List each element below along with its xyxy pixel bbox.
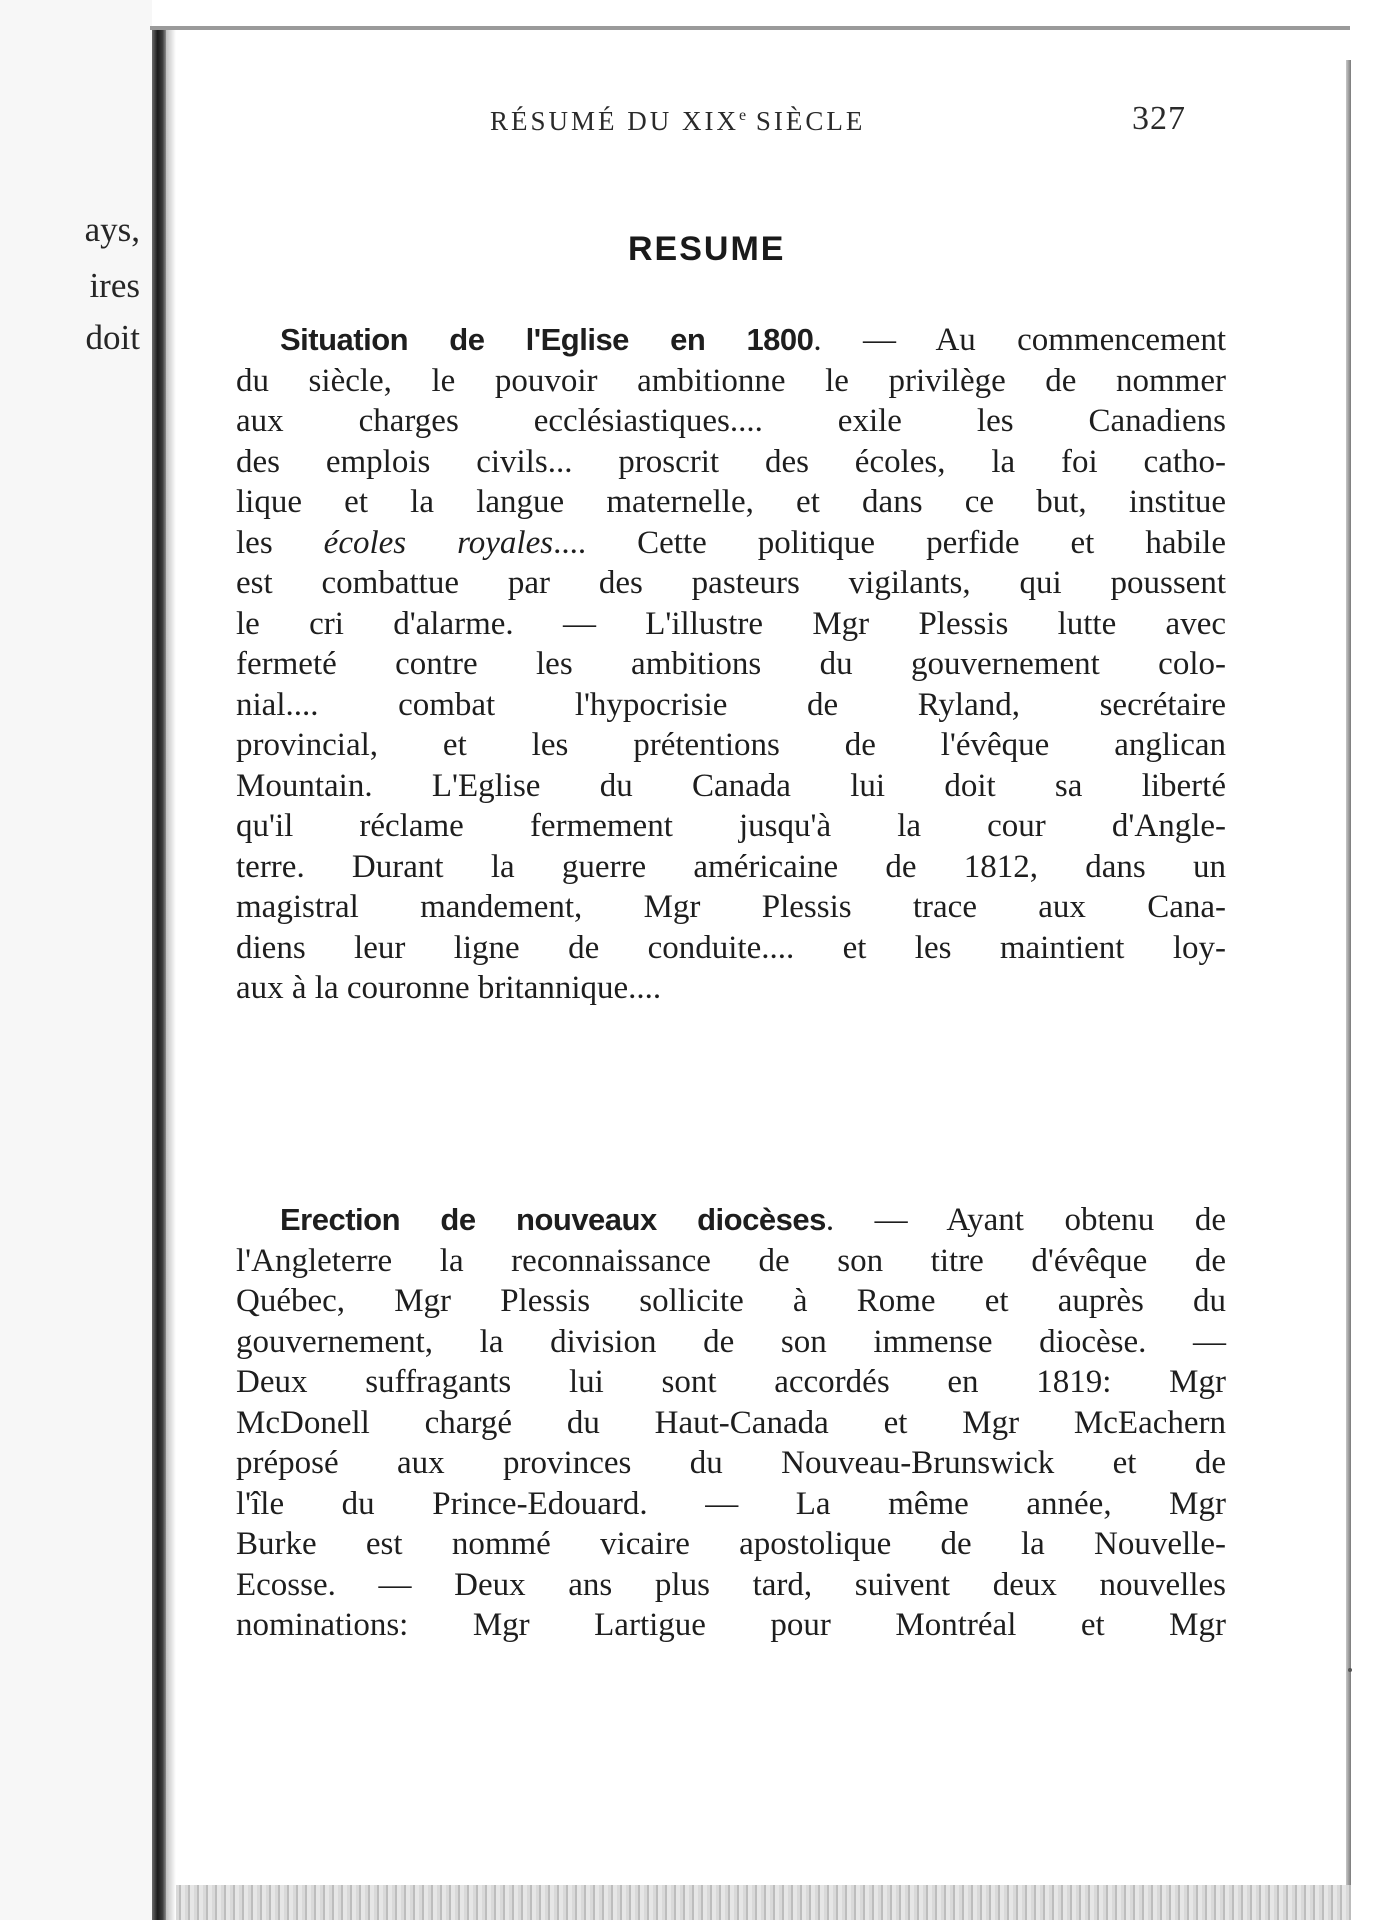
running-head-end: SIÈCLE: [746, 106, 866, 136]
paragraph-erection: [236, 1200, 1226, 1646]
text-line: nominations: Mgr Lartigue pour Montréal et Mgr: [236, 1607, 1226, 1643]
facing-page-fragment: doit: [85, 318, 140, 357]
text-line: est combattue par des pasteurs vigilants, qui poussent: [236, 565, 1226, 601]
paragraph-heading: Erection de nouveaux diocèses: [280, 1202, 826, 1237]
page-bottom-edge: [176, 1885, 1351, 1920]
text-line: fermeté contre les ambitions du gouvernement colo-: [236, 646, 1226, 682]
facing-page-edge: [0, 0, 152, 1920]
text-line: lique et la langue maternelle, et dans ce but, institue: [236, 484, 1226, 520]
facing-page-fragment: ays,: [84, 210, 140, 249]
page-number: 327: [1132, 100, 1186, 137]
text-line: magistral mandement, Mgr Plessis trace aux Cana-: [236, 889, 1226, 925]
paragraph-situation: [236, 320, 1226, 1009]
text-line: des emplois civils... proscrit des écoles, la foi catho-: [236, 443, 1226, 480]
gutter-shadow: [166, 30, 176, 1920]
text-line: aux charges ecclésiastiques.... exile les Canadiens: [236, 403, 1226, 439]
running-head-superscript: e: [739, 107, 747, 124]
paragraph-heading-suffix: . — Au commencement: [813, 322, 1226, 358]
paragraph-heading: Situation de l'Eglise en 1800: [280, 322, 814, 357]
text-line: le cri d'alarme. — L'illustre Mgr Plessis lutte avec: [236, 605, 1226, 642]
paragraph-heading-suffix: . — Ayant obtenu de: [825, 1202, 1226, 1238]
section-title: RESUME: [628, 230, 786, 268]
text-line: Burke est nommé vicaire apostolique de la Nouvelle-: [236, 1526, 1226, 1562]
text-line: du siècle, le pouvoir ambitionne le privilège de nommer: [236, 362, 1226, 399]
text-line: terre. Durant la guerre américaine de 1812, dans un: [236, 848, 1226, 885]
text-line-with-italic: [236, 523, 1226, 564]
text-line: provincial, et les prétentions de l'évêque anglican: [236, 727, 1226, 763]
text-line: nial.... combat l'hypocrisie de Ryland, secrétaire: [236, 686, 1226, 723]
scan-speck: [1348, 1668, 1352, 1672]
italic-phrase: écoles royales: [323, 524, 554, 561]
text-line: Québec, Mgr Plessis sollicite à Rome et auprès du: [236, 1283, 1226, 1319]
text-line: préposé aux provinces du Nouveau-Brunswick et de: [236, 1445, 1226, 1481]
text-line: qu'il réclame fermement jusqu'à la cour d'Angle-: [236, 808, 1226, 844]
running-head: [490, 106, 865, 137]
running-head-main: RÉSUMÉ DU XIX: [490, 106, 740, 136]
book-gutter: [152, 30, 166, 1920]
text-line: Ecosse. — Deux ans plus tard, suivent deux nouvelles: [236, 1566, 1226, 1603]
text-line: Mountain. L'Eglise du Canada lui doit sa liberté: [236, 767, 1226, 804]
text-line: l'Angleterre la reconnaissance de son titre d'évêque de: [236, 1242, 1226, 1279]
text-line: Deux suffragants lui sont accordés en 1819: Mgr: [236, 1364, 1226, 1400]
facing-page-fragment: ires: [89, 266, 140, 305]
text-line: gouvernement, la division de son immense diocèse. —: [236, 1323, 1226, 1360]
text-line: diens leur ligne de conduite.... et les maintient loy-: [236, 929, 1226, 966]
text-line: McDonell chargé du Haut-Canada et Mgr McEachern: [236, 1404, 1226, 1441]
paragraph-first-line: [236, 320, 1226, 361]
text-run: les: [236, 524, 324, 561]
page-right-edge: [1346, 60, 1351, 1920]
text-run: .... Cette politique perfide et habile: [553, 524, 1226, 561]
text-line: l'île du Prince-Edouard. — La même année, Mgr: [236, 1485, 1226, 1522]
text-line: aux à la couronne britannique....: [236, 970, 662, 1006]
paragraph-first-line: [236, 1200, 1226, 1241]
